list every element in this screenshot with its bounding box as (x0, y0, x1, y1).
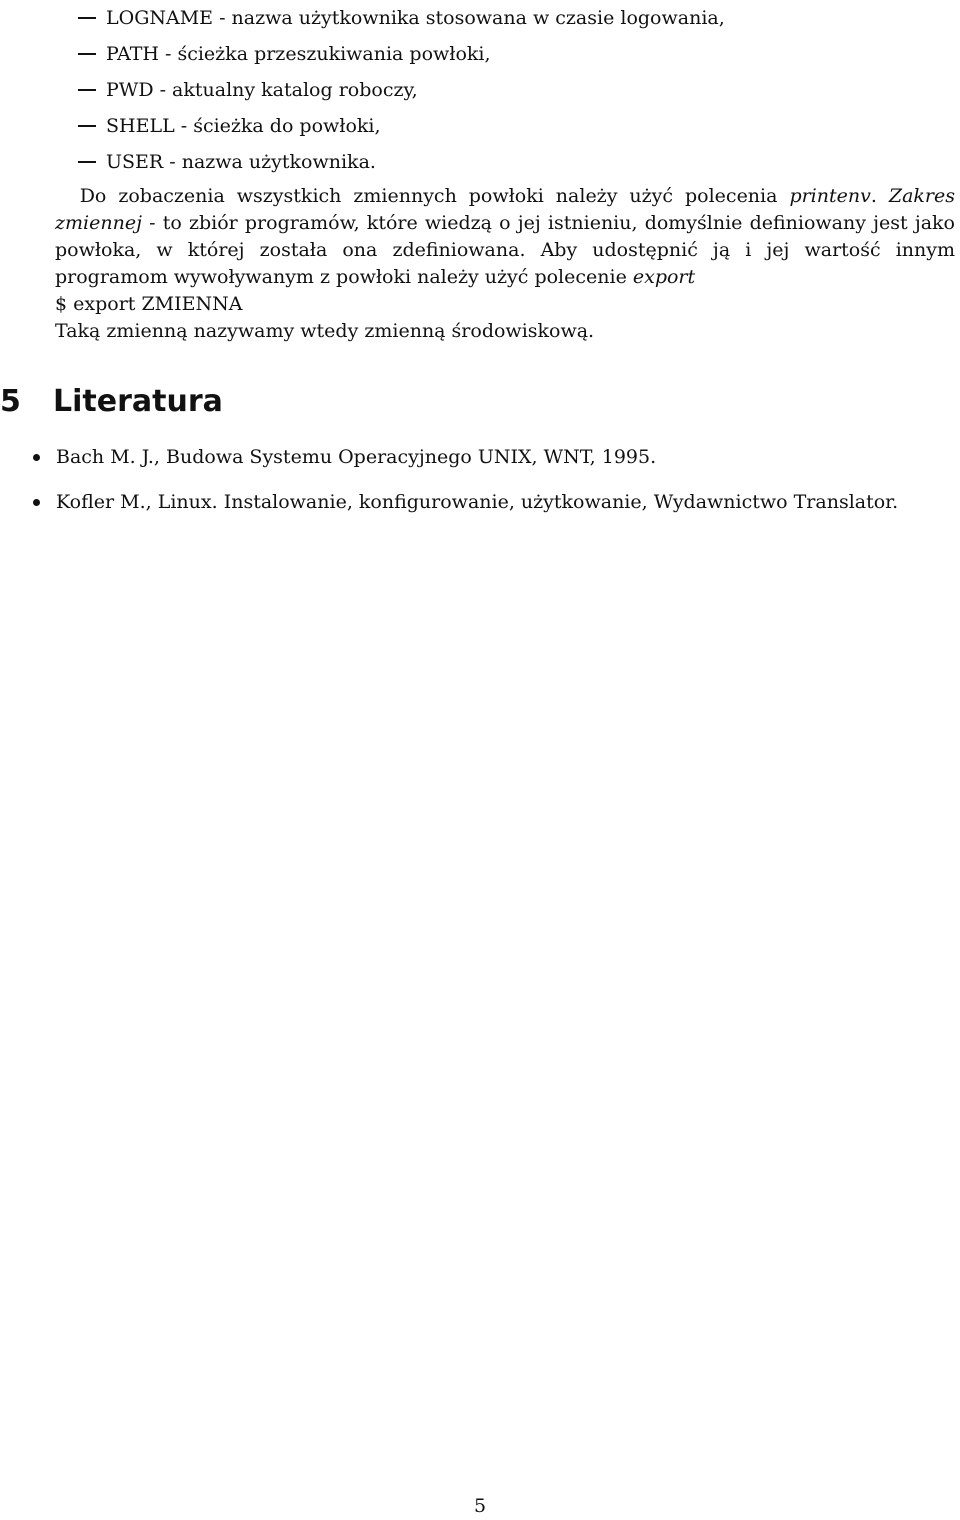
reference-text: Kofler M., Linux. Instalowanie, konfigurowanie, użytkowanie, Wydawnictwo Translator. (56, 491, 899, 513)
bullet-dot (33, 499, 40, 506)
reference-text: Bach M. J., Budowa Systemu Operacyjnego UNIX, WNT, 1995. (56, 446, 657, 468)
list-item-text: PATH - ścieżka przeszukiwania powłoki, (106, 43, 491, 65)
bullet-dot (33, 454, 40, 461)
dash-bullet (78, 53, 96, 55)
paragraph-intro: Do zobaczenia wszystkich zmiennych powłoki należy użyć polecenia (79, 185, 790, 207)
term-variable-scope: Zakres zmiennej (55, 185, 955, 234)
command-export: export (632, 266, 696, 288)
list-item-text: SHELL - ścieżka do powłoki, (106, 115, 381, 137)
list-item (78, 36, 725, 72)
dash-bullet (78, 125, 96, 127)
command-line: $ export ZMIENNA (55, 293, 243, 315)
list-item (30, 488, 898, 516)
list-item-text: PWD - aktualny katalog roboczy, (106, 79, 418, 101)
paragraph-text (55, 183, 955, 291)
references-list (30, 443, 898, 533)
section-heading (0, 382, 223, 422)
dash-bullet (78, 89, 96, 91)
section-title-text: Literatura (53, 384, 223, 419)
env-variable-list (78, 0, 725, 180)
paragraph-continuation: - to zbiór programów, które wiedzą o jej istnieniu, domyślnie definiowany jest jako powłoka, w której została ona zdefiniowana. Aby udostępnić ją i jej wartość innym programom wywoływanym z powłoki należy użyć polecenie (55, 212, 955, 288)
list-item (78, 144, 725, 180)
list-item (78, 72, 725, 108)
list-item (78, 108, 725, 144)
dash-bullet (78, 161, 96, 163)
list-item (30, 443, 898, 471)
body-paragraph (55, 183, 955, 345)
closing-line: Taką zmienną nazywamy wtedy zmienną środowiskową. (55, 320, 595, 342)
list-item-text: LOGNAME - nazwa użytkownika stosowana w czasie logowania, (106, 7, 725, 29)
dash-bullet (78, 17, 96, 19)
section-number: 5 (0, 384, 21, 419)
list-item (78, 0, 725, 36)
list-item-text: USER - nazwa użytkownika. (106, 151, 376, 173)
sentence-end: . (870, 185, 889, 207)
page-number: 5 (473, 1495, 487, 1517)
command-printenv: printenv (789, 185, 871, 207)
